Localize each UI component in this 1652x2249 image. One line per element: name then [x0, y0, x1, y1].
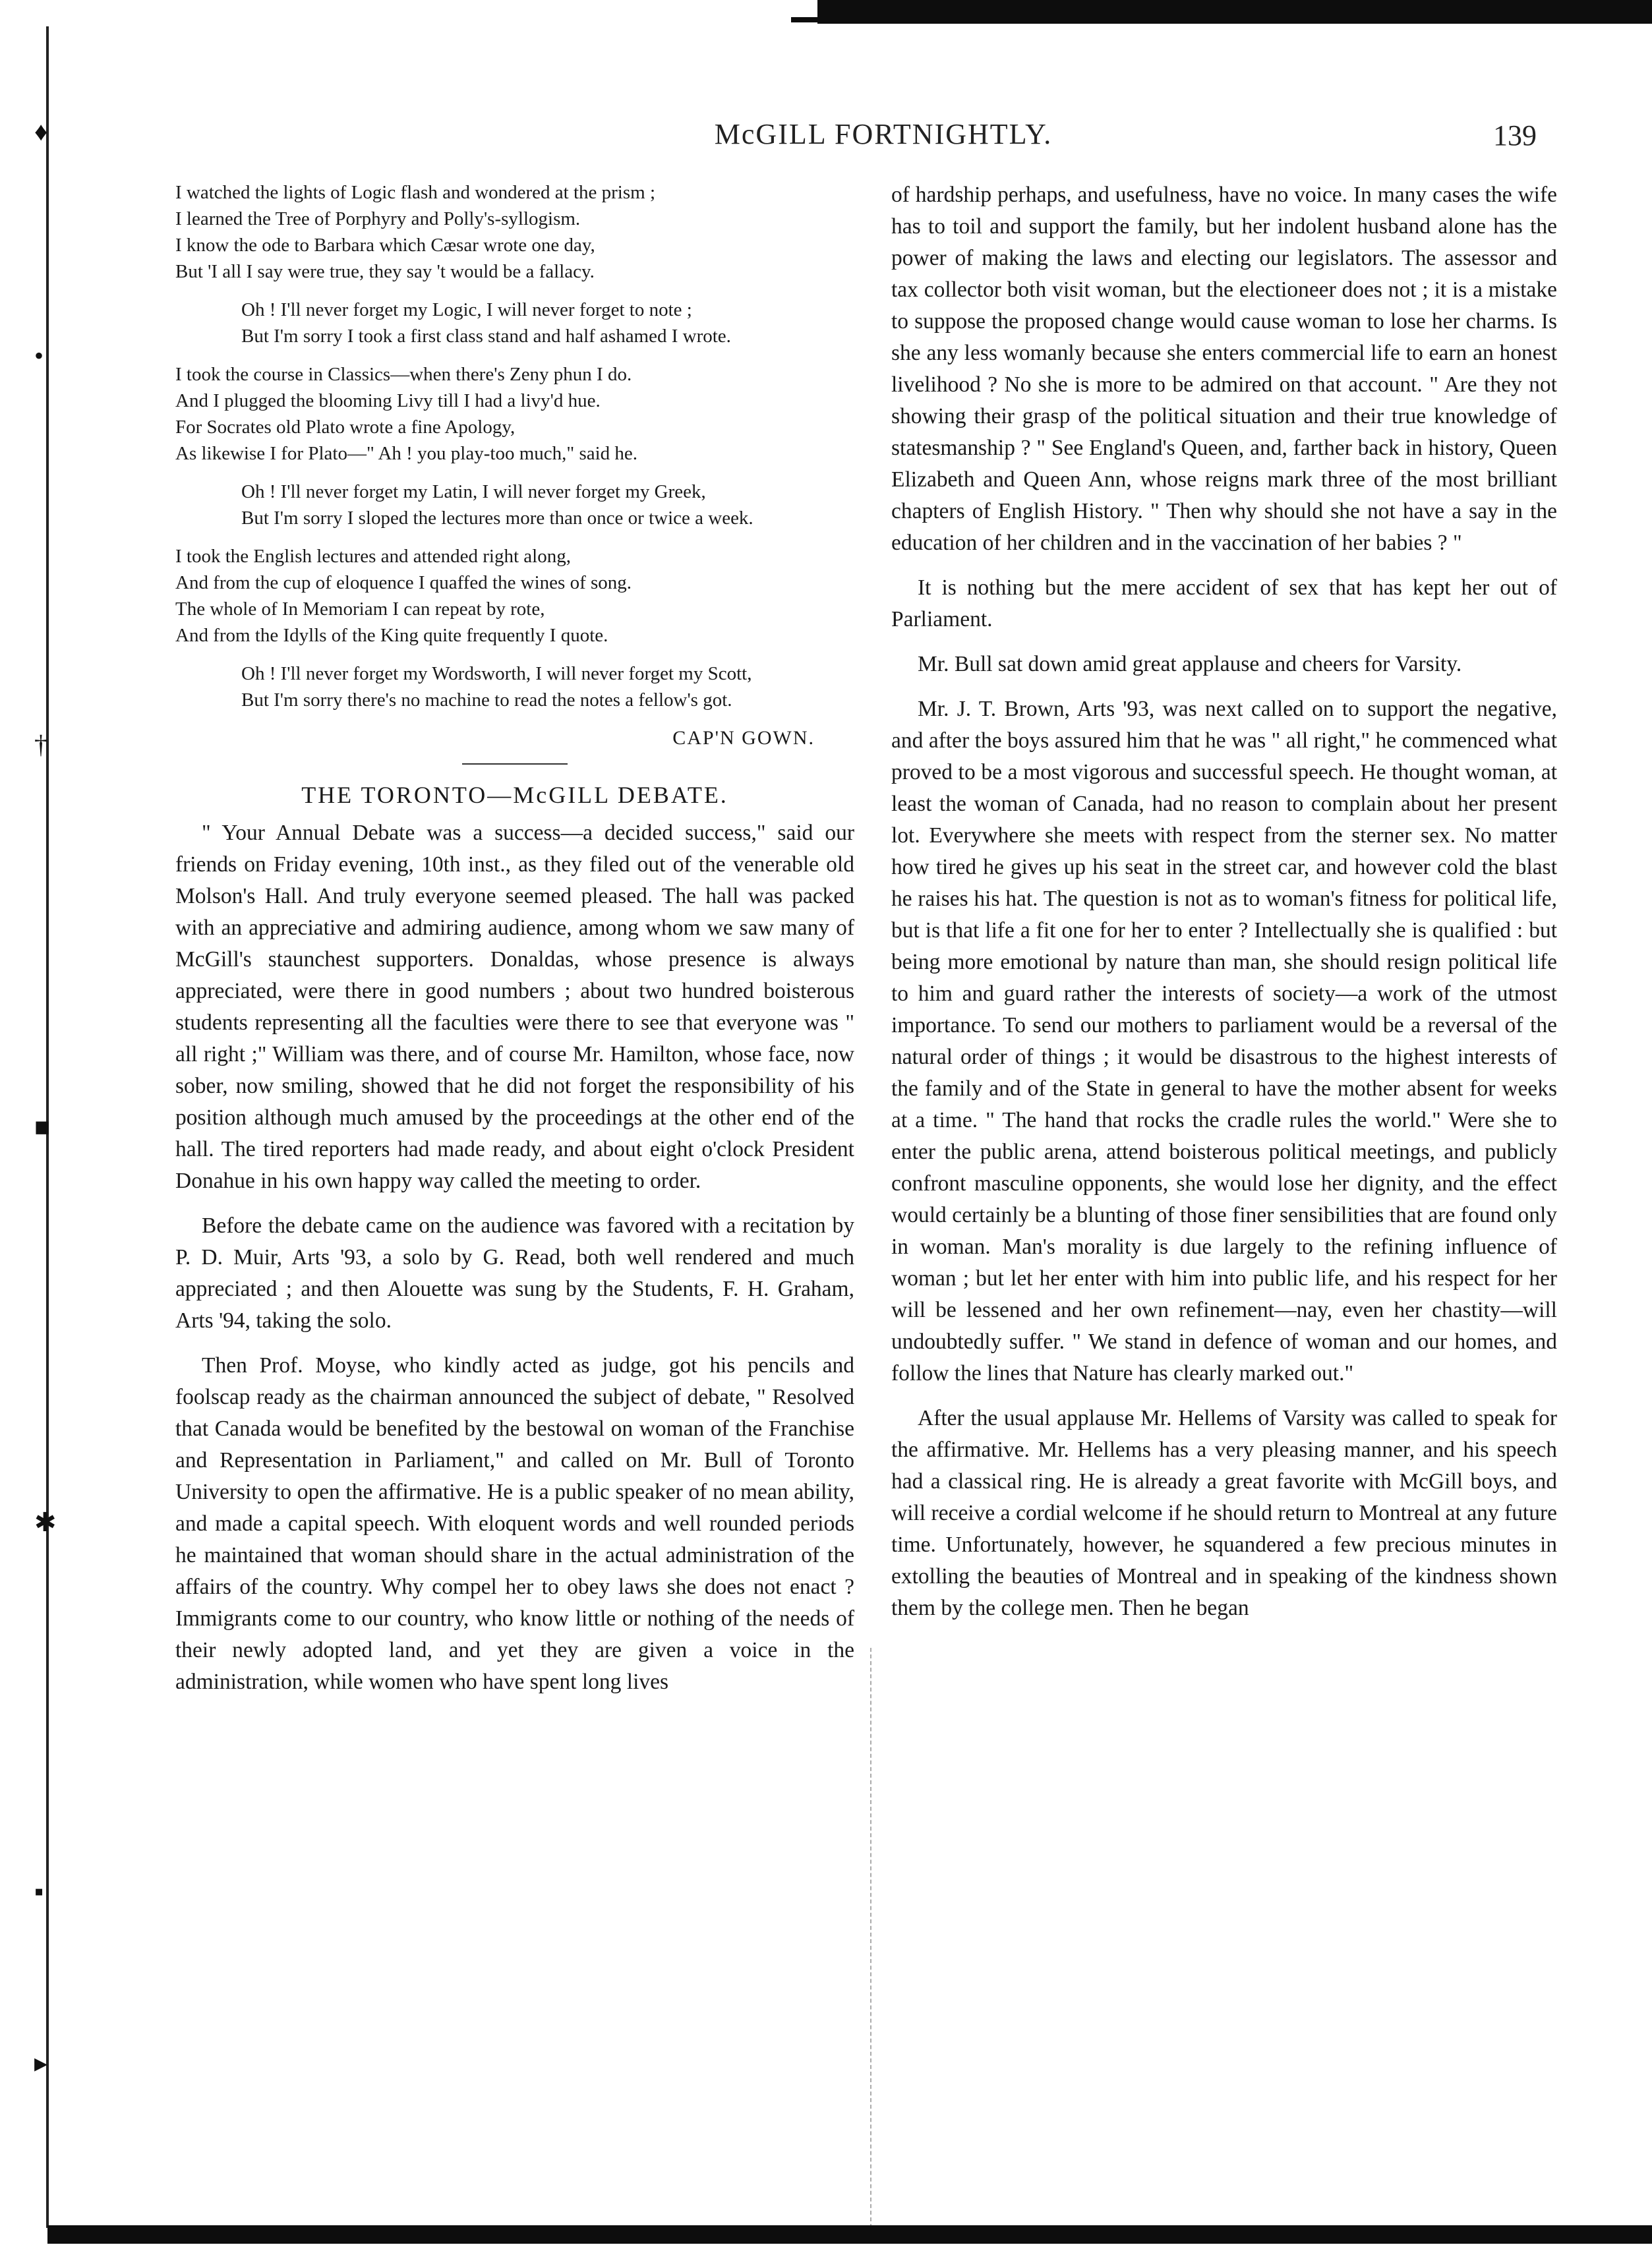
margin-mark: † — [34, 730, 47, 759]
top-rule — [817, 0, 1652, 24]
poem-line: But I'm sorry there's no machine to read the notes a fellow's got. — [241, 689, 732, 711]
article-paragraph: of hardship perhaps, and usefulness, have no voice. In many cases the wife has to toil and support the family, but her indolent husband alone has the power of making the laws and electing our legislators. The assessor and tax collector both visit woman, but the electioneer does not ; it is a mistake to suppose the proposed change would cause woman to lose her charms. Is she any less womanly because she enters commercial life to earn an honest livelihood ? No she is more to be admired on that account. " Are they not showing their grasp of the political situation and their true knowledge of statesmanship ? " See England's Queen, and, farther back in history, Queen Elizabeth and Queen Ann, whose reigns mark three of the most brilliant chapters of English History. " Then why should she not have a say in the education of her children and in the vaccination of her babies ? " — [891, 183, 1557, 555]
poem-line: I watched the lights of Logic flash and wondered at the prism ; — [175, 182, 656, 203]
bottom-rule — [47, 2225, 1652, 2244]
article-paragraph: Mr. J. T. Brown, Arts '93, was next called on to support the negative, and after the boys assured him that he was " all right," he commenced what proved to be a most vigorous and successful speech. He thought woman, at least the woman of Canada, had no reason to complain about her present lot. Everywhere she meets with respect from the sterner sex. No matter how tired he gives up his seat in the street car, and however cold the blast he raises his hat. The question is not as to woman's fitness for political life, but is that life a fit one for her to enter ? Intellectually she is qualified : but being more emotional by nature than man, she should resign political life to him and guard rather the interests of society—a work of the utmost importance. To send our mothers to parliament would be a reversal of the natural order of things ; it would be disastrous to the highest interests of the family and of the State in general to have the mother absent for weeks at a time. " The hand that rocks the cradle rules the world." Were she to enter the public arena, attend boisterous political meetings, and publicly confront masculine opponents, she would lose her dignity, and the effect would certainly be a blunting of those finer sensibilities that are found only in woman. Man's morality is due largely to the refining influence of woman ; but let her enter with him into public life, and his respect for her will be lessened and her own refinement—nay, even her chastity—will undoubtedly suffer. " We stand in defence of woman and our homes, and follow the lines that Nature has clearly marked out." — [891, 697, 1557, 1386]
margin-mark: • — [34, 341, 44, 370]
article-paragraph: Mr. Bull sat down amid great applause and cheers for Varsity. — [918, 652, 1462, 676]
article-title: THE TORONTO—McGILL DEBATE. — [301, 782, 728, 808]
right-column — [891, 179, 1557, 1637]
article-paragraph: It is nothing but the mere accident of sex that has kept her out of Parliament. — [891, 575, 1557, 631]
poem-stanza — [175, 543, 854, 649]
margin-mark: ■ — [34, 1112, 51, 1142]
poem-refrain — [175, 479, 854, 531]
margin-mark: ▪ — [34, 1877, 44, 1906]
poem-line: I know the ode to Barbara which Cæsar wrote one day, — [175, 235, 595, 256]
poem-line: Oh ! I'll never forget my Latin, I will never forget my Greek, — [241, 481, 706, 502]
poem-line: I learned the Tree of Porphyry and Polly's-syllogism. — [175, 208, 581, 229]
margin-mark: ♦ — [34, 117, 48, 146]
poem-line: Oh ! I'll never forget my Logic, I will never forget to note ; — [241, 299, 692, 320]
page-number: 139 — [1493, 119, 1537, 152]
poem-line: But I'm sorry I took a first class stand and half ashamed I wrote. — [241, 326, 731, 347]
poem-line: And I plugged the blooming Livy till I had a livy'd hue. — [175, 390, 601, 411]
margin-mark: ✱ — [34, 1507, 57, 1537]
poem-refrain — [175, 660, 854, 713]
poem-line: I took the English lectures and attended right along, — [175, 546, 571, 567]
column-gutter — [870, 1648, 873, 2228]
article-paragraph: Then Prof. Moyse, who kindly acted as judge, got his pencils and foolscap ready as the chairman announced the subject of debate, " Resolved that Canada would be benefited by the bestowal on woman of the Franchise and Representation in Parliament," and called on Mr. Bull of Toronto University to open the affirmative. He is a public speaker of no mean ability, and made a capital speech. With eloquent words and well rounded periods he maintained that woman should share in the actual administration of the affairs of the country. Why compel her to obey laws she does not enact ? Immigrants come to our country, who know little or nothing of the needs of their newly adopted land, and yet they are given a voice in the administration, while women who have spent long lives — [175, 1353, 854, 1694]
poem-line: The whole of In Memoriam I can repeat by rote, — [175, 599, 545, 620]
poem-stanza — [175, 361, 854, 467]
poem-line: Oh ! I'll never forget my Wordsworth, I will never forget my Scott, — [241, 663, 752, 684]
poem-line: For Socrates old Plato wrote a fine Apology, — [175, 417, 516, 438]
margin-mark: ▸ — [34, 2048, 48, 2078]
poem-line: But I'm sorry I sloped the lectures more than once or twice a week. — [241, 508, 753, 529]
poem-line: And from the cup of eloquence I quaffed the wines of song. — [175, 572, 632, 593]
page-header: McGILL FORTNIGHTLY. — [714, 118, 1053, 150]
article-paragraph: After the usual applause Mr. Hellems of Varsity was called to speak for the affirmative. Mr. Hellems has a very pleasing manner, and his speech had a classical ring. He is already a great favorite with McGill boys, and will receive a cordial welcome if he should return to Montreal at any future time. Unfortunately, however, he squandered a few precious minutes in extolling the beauties of Montreal and in speaking of the kindness shown them by the college men. Then he began — [891, 1406, 1557, 1620]
poem-signature: CAP'N GOWN. — [672, 727, 815, 749]
section-divider — [462, 763, 568, 765]
poem-line: As likewise I for Plato—" Ah ! you play-too much," said he. — [175, 443, 638, 464]
poem — [175, 179, 854, 751]
left-column — [175, 179, 854, 1711]
poem-line: And from the Idylls of the King quite frequently I quote. — [175, 625, 608, 646]
top-rule-end — [791, 17, 831, 22]
article-paragraph: Before the debate came on the audience was favored with a recitation by P. D. Muir, Arts '93, a solo by G. Read, both well rendered and much appreciated ; and then Alouette was sung by the Students, F. H. Graham, Arts '94, taking the solo. — [175, 1213, 854, 1333]
article-paragraph: " Your Annual Debate was a success—a decided success," said our friends on Friday evening, 10th inst., as they filed out of the venerable old Molson's Hall. And truly everyone seemed pleased. The hall was packed with an appreciative and admiring audience, among whom we saw many of McGill's staunchest supporters. Donaldas, whose presence is always appreciated, were there in good numbers ; about two hundred boisterous students representing all the faculties were there to see that everyone was " all right ;" William was there, and of course Mr. Hamilton, whose face, now sober, now smiling, showed that he did not forget the responsibility of his position although much amused by the proceedings at the other end of the hall. The tired reporters had made ready, and about eight o'clock President Donahue in his own happy way called the meeting to order. — [175, 821, 854, 1193]
poem-refrain — [175, 297, 854, 349]
poem-stanza — [175, 179, 854, 285]
poem-line: But 'I all I say were true, they say 't would be a fallacy. — [175, 261, 595, 282]
poem-line: I took the course in Classics—when there's Zeny phun I do. — [175, 364, 632, 385]
